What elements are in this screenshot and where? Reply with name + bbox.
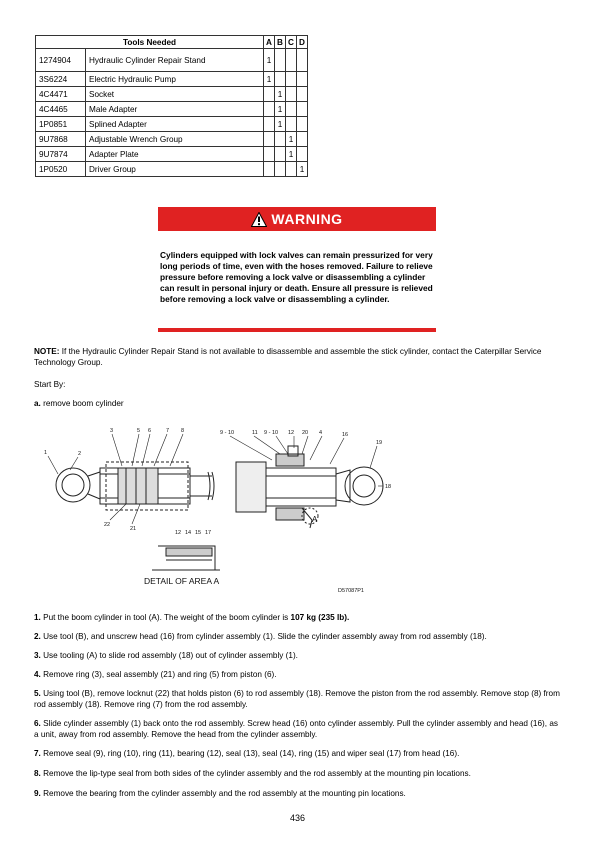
tools-table-row [36, 49, 308, 72]
svg-text:2: 2 [78, 451, 82, 457]
quantity-mark-cell: 1 [297, 162, 308, 177]
step-4 [34, 670, 564, 681]
svg-text:18: 18 [385, 484, 392, 490]
svg-text:9 - 10: 9 - 10 [220, 430, 235, 436]
quantity-mark-cell [297, 72, 308, 87]
quantity-mark-cell [275, 49, 286, 72]
tools-table-row [36, 132, 308, 147]
step-weight: 107 kg (235 lb). [290, 613, 350, 622]
note-label: NOTE: [34, 347, 60, 356]
svg-text:5: 5 [137, 428, 141, 434]
quantity-mark-cell [297, 102, 308, 117]
svg-text:9 - 10: 9 - 10 [264, 430, 279, 436]
step-text: Remove ring (3), seal assembly (21) and ring (5) from piston (6). [40, 670, 277, 679]
step-8 [34, 769, 564, 780]
quantity-mark-cell [264, 117, 275, 132]
cylinder-exploded-diagram [40, 424, 400, 604]
step-5 [34, 689, 564, 710]
svg-text:15: 15 [195, 530, 202, 536]
tools-table-row [36, 72, 308, 87]
quantity-mark-cell: 1 [286, 132, 297, 147]
step-7 [34, 749, 564, 760]
part-description-cell: Hydraulic Cylinder Repair Stand [86, 49, 264, 72]
quantity-mark-cell [286, 87, 297, 102]
step-text: Put the boom cylinder in tool (A). The weight of the boom cylinder is [40, 613, 291, 622]
quantity-mark-cell [297, 147, 308, 162]
warning-text: Cylinders equipped with lock valves can remain pressurized for very long periods of time, even with the hoses removed. Failure to relieve pressure before removing a lock valve or disassembling a cylinder can result in personal injury or death. Ensure all pressure is relieved before removing a lock valve or disassembling a cylinder. [160, 250, 433, 304]
svg-text:4: 4 [319, 430, 323, 436]
quantity-mark-cell: 1 [286, 147, 297, 162]
svg-text:19: 19 [376, 440, 383, 446]
step-text: Use tooling (A) to slide rod assembly (18) out of cylinder assembly (1). [40, 651, 298, 660]
svg-text:21: 21 [130, 526, 137, 532]
part-number-cell: 9U7868 [36, 132, 86, 147]
tools-table-row [36, 87, 308, 102]
warning-bottom-rule [158, 328, 436, 332]
step-text: Remove the lip-type seal from both sides of the cylinder assembly and the rod assembly at the mounting pin locations. [40, 769, 471, 778]
tools-table-row [36, 102, 308, 117]
page-number: 436 [289, 813, 306, 823]
step-number: 8. [34, 769, 41, 778]
part-number-cell: 1P0520 [36, 162, 86, 177]
tools-table-row [36, 162, 308, 177]
quantity-mark-cell: 1 [275, 102, 286, 117]
svg-text:14: 14 [185, 530, 192, 536]
quantity-mark-cell: 1 [264, 49, 275, 72]
step-9 [34, 789, 564, 800]
col-d-header: D [297, 36, 308, 49]
step-1 [34, 613, 564, 624]
warning-box [158, 207, 436, 332]
prereq-text: remove boom cylinder [40, 399, 124, 408]
quantity-mark-cell [264, 87, 275, 102]
svg-text:12: 12 [288, 430, 295, 436]
start-by-label: Start By: [34, 380, 66, 389]
quantity-mark-cell [286, 72, 297, 87]
svg-text:12: 12 [175, 530, 182, 536]
note-paragraph [34, 347, 564, 368]
tools-table-header [36, 36, 308, 49]
svg-text:8: 8 [181, 428, 185, 434]
col-c-header: C [286, 36, 297, 49]
svg-text:16: 16 [342, 432, 349, 438]
tools-table-title: Tools Needed [36, 36, 264, 49]
quantity-mark-cell [286, 162, 297, 177]
quantity-mark-cell [264, 132, 275, 147]
svg-text:20: 20 [302, 430, 309, 436]
tools-table-row [36, 117, 308, 132]
step-number: 4. [34, 670, 41, 679]
detail-area-label: DETAIL OF AREA A [144, 576, 220, 586]
col-a-header: A [264, 36, 275, 49]
step-number: 9. [34, 789, 41, 798]
step-number: 2. [34, 632, 41, 641]
tools-table [35, 35, 308, 177]
quantity-mark-cell [264, 102, 275, 117]
step-2 [34, 632, 564, 643]
svg-text:17: 17 [205, 530, 212, 536]
quantity-mark-cell: 1 [264, 72, 275, 87]
part-description-cell: Driver Group [86, 162, 264, 177]
figure-id: D57087P1 [338, 588, 364, 594]
step-text: Remove seal (9), ring (10), ring (11), bearing (12), seal (13), seal (14), ring (15) and wiper seal (17) from head (16). [40, 749, 460, 758]
warning-title: WARNING [271, 211, 343, 227]
svg-text:A: A [312, 515, 318, 524]
step-text: Remove the bearing from the cylinder assembly and the rod assembly at the mounting pin locations. [40, 789, 406, 798]
step-text: Using tool (B), remove locknut (22) that holds piston (6) to rod assembly (18). Remove the piston from the rod assembly. Remove stop (8) from rod assembly (18). Remove ring (7) from the rod assembly. [34, 689, 560, 709]
part-description-cell: Male Adapter [86, 102, 264, 117]
tools-table-row [36, 147, 308, 162]
note-text: If the Hydraulic Cylinder Repair Stand is not available to disassemble and assemble the stick cylinder, contact the Caterpillar Service Technology Group. [34, 347, 542, 367]
part-number-cell: 1274904 [36, 49, 86, 72]
quantity-mark-cell [297, 49, 308, 72]
svg-text:3: 3 [110, 428, 114, 434]
part-description-cell: Adjustable Wrench Group [86, 132, 264, 147]
step-number: 5. [34, 689, 41, 698]
quantity-mark-cell [297, 132, 308, 147]
part-number-cell: 3S6224 [36, 72, 86, 87]
part-description-cell: Adapter Plate [86, 147, 264, 162]
quantity-mark-cell [264, 147, 275, 162]
svg-text:22: 22 [104, 522, 111, 528]
svg-text:7: 7 [166, 428, 170, 434]
step-3 [34, 651, 564, 662]
prereq-label: a. [34, 399, 41, 408]
svg-text:1: 1 [44, 450, 48, 456]
part-number-cell: 4C4465 [36, 102, 86, 117]
part-number-cell: 1P0851 [36, 117, 86, 132]
warning-triangle-icon [251, 212, 267, 227]
quantity-mark-cell [275, 147, 286, 162]
part-number-cell: 4C4471 [36, 87, 86, 102]
part-description-cell: Electric Hydraulic Pump [86, 72, 264, 87]
quantity-mark-cell [275, 132, 286, 147]
quantity-mark-cell [286, 49, 297, 72]
step-6 [34, 719, 564, 740]
quantity-mark-cell [297, 117, 308, 132]
step-text: Use tool (B), and unscrew head (16) from cylinder assembly (1). Slide the cylinder assembly away from rod assembly (18). [40, 632, 487, 641]
step-number: 3. [34, 651, 41, 660]
quantity-mark-cell: 1 [275, 117, 286, 132]
col-b-header: B [275, 36, 286, 49]
step-number: 1. [34, 613, 41, 622]
part-description-cell: Socket [86, 87, 264, 102]
step-text: Slide cylinder assembly (1) back onto the rod assembly. Screw head (16) onto cylinder assembly. Pull the cylinder assembly and head (16), as a unit, away from rod assembly. Remove the head from the cylinder assembly. [34, 719, 558, 739]
part-number-cell: 9U7874 [36, 147, 86, 162]
step-number: 7. [34, 749, 41, 758]
step-number: 6. [34, 719, 41, 728]
quantity-mark-cell [275, 72, 286, 87]
prereq-item [34, 399, 564, 410]
quantity-mark-cell [264, 162, 275, 177]
part-description-cell: Splined Adapter [86, 117, 264, 132]
quantity-mark-cell [297, 87, 308, 102]
quantity-mark-cell: 1 [275, 87, 286, 102]
quantity-mark-cell [286, 117, 297, 132]
warning-banner [158, 207, 436, 231]
svg-text:11: 11 [252, 430, 258, 436]
quantity-mark-cell [275, 162, 286, 177]
svg-text:6: 6 [148, 428, 152, 434]
quantity-mark-cell [286, 102, 297, 117]
